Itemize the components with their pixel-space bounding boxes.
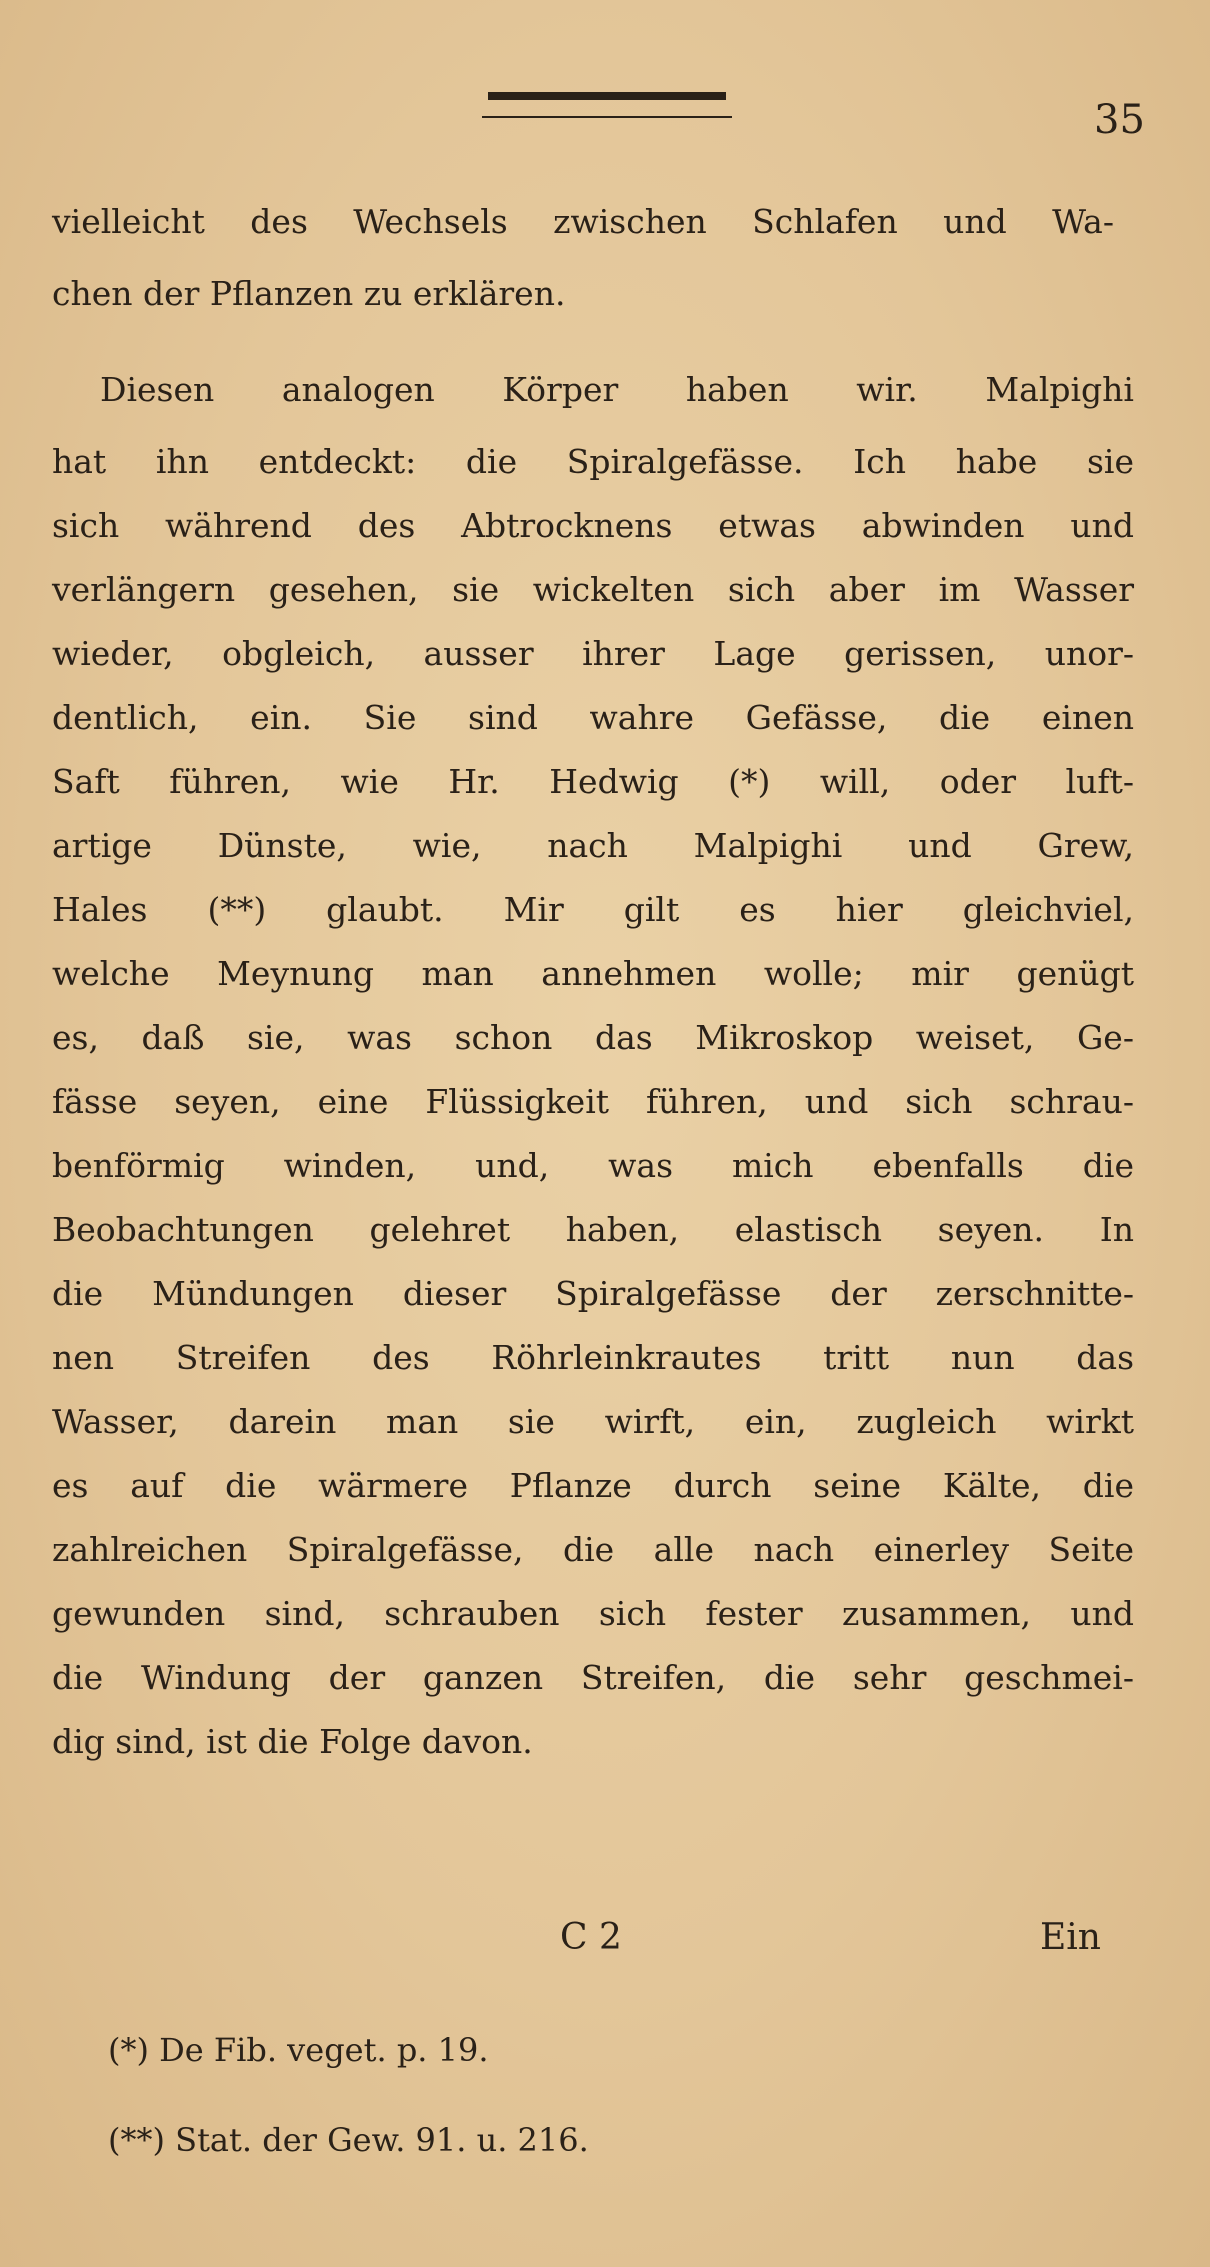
text-line: Diesen analogen Körper haben wir. Malpighi xyxy=(100,370,1134,409)
text-line: es, daß sie, was schon das Mikroskop weiset, Ge- xyxy=(52,1018,1134,1057)
text-line: Hales (**) glaubt. Mir gilt es hier gleichviel, xyxy=(52,890,1134,929)
text-line: benförmig winden, und, was mich ebenfalls die xyxy=(52,1146,1134,1185)
text-line: Beobachtungen gelehret haben, elastisch seyen. In xyxy=(52,1210,1134,1249)
text-line: artige Dünste, wie, nach Malpighi und Grew, xyxy=(52,826,1134,865)
text-line: wieder, obgleich, ausser ihrer Lage gerissen, unor- xyxy=(52,634,1134,673)
text-line: dentlich, ein. Sie sind wahre Gefässe, die einen xyxy=(52,698,1134,737)
text-line: verlängern gesehen, sie wickelten sich aber im Wasser xyxy=(52,570,1134,609)
text-line: die Windung der ganzen Streifen, die sehr geschmei- xyxy=(52,1658,1134,1697)
text-line: gewunden sind, schrauben sich fester zusammen, und xyxy=(52,1594,1134,1633)
text-line: hat ihn entdeckt: die Spiralgefässe. Ich habe sie xyxy=(52,442,1134,481)
text-line: welche Meynung man annehmen wolle; mir genügt xyxy=(52,954,1134,993)
header-rule-thin xyxy=(482,116,732,118)
footnote-1: (*) De Fib. veget. p. 19. xyxy=(108,2031,489,2069)
header-rule-thick xyxy=(488,92,726,100)
text-line: Wasser, darein man sie wirft, ein, zugleich wirkt xyxy=(52,1402,1134,1441)
text-line: die Mündungen dieser Spiralgefässe der zerschnitte- xyxy=(52,1274,1134,1313)
text-line: zahlreichen Spiralgefässe, die alle nach einerley Seite xyxy=(52,1530,1134,1569)
footnote-2: (**) Stat. der Gew. 91. u. 216. xyxy=(108,2121,589,2159)
catchword: Ein xyxy=(1040,1917,1101,1958)
text-line: dig sind, ist die Folge davon. xyxy=(52,1722,533,1761)
text-line: Saft führen, wie Hr. Hedwig (*) will, oder luft- xyxy=(52,762,1134,801)
text-line: nen Streifen des Röhrleinkrautes tritt nun das xyxy=(52,1338,1134,1377)
text-line: chen der Pflanzen zu erklären. xyxy=(52,274,566,313)
text-line: sich während des Abtrocknens etwas abwinden und xyxy=(52,506,1134,545)
text-line: fässe seyen, eine Flüssigkeit führen, und sich schrau- xyxy=(52,1082,1134,1121)
signature-mark: C 2 xyxy=(560,1917,622,1958)
text-line: vielleicht des Wechsels zwischen Schlafen und Wa- xyxy=(52,202,1114,241)
text-line: es auf die wärmere Pflanze durch seine Kälte, die xyxy=(52,1466,1134,1505)
page-number: 35 xyxy=(1094,97,1145,143)
